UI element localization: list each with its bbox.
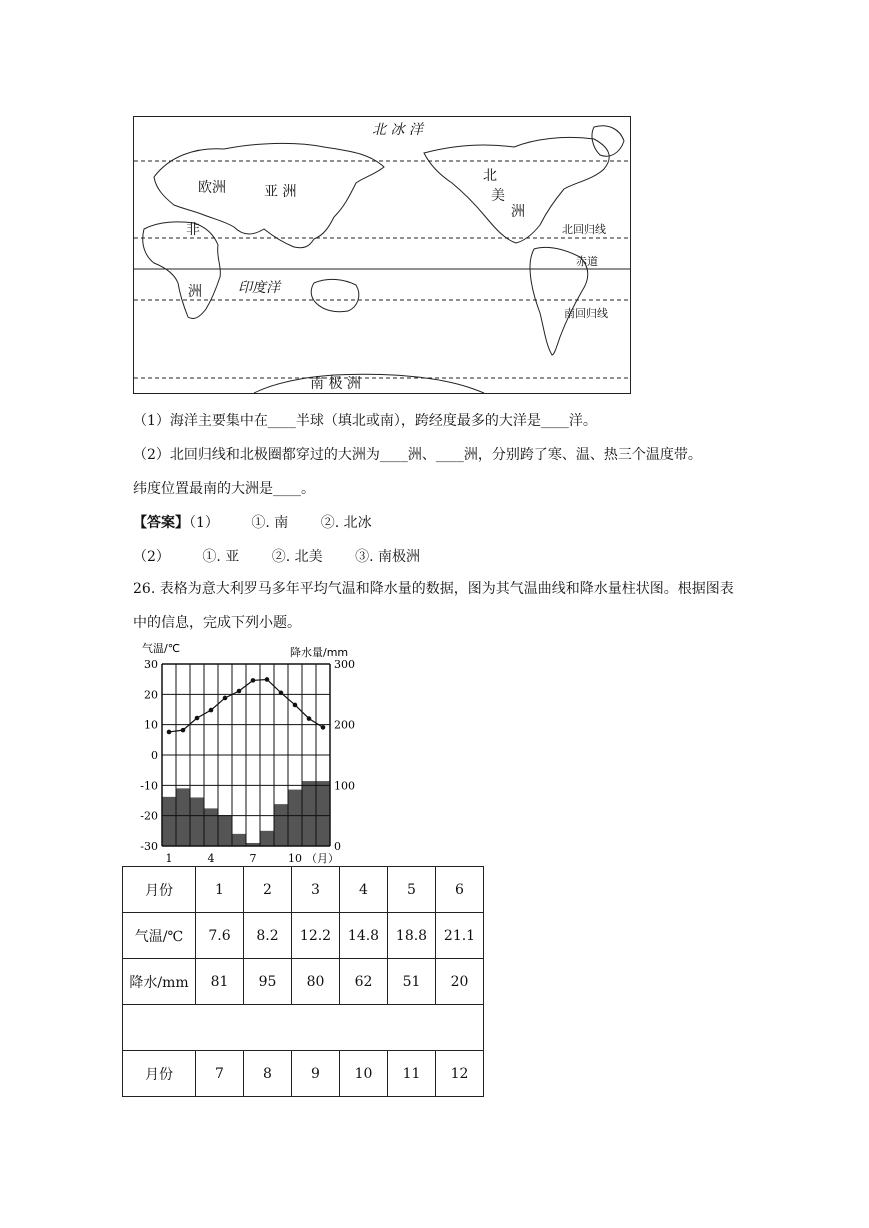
question-1: （1）海洋主要集中在____半球（填北或南），跨经度最多的大洋是____洋。 [133,413,597,429]
temp-tick-label: 20 [144,688,158,702]
answer-1-prefix: （1） [189,515,219,531]
table-row [123,1051,484,1097]
answer-2-prefix: （2） [133,549,170,565]
table-cell: 7 [196,1051,244,1097]
table-cell: 21.1 [436,913,484,959]
temperature-point [223,696,228,701]
answer-2-c: ③. 南极洲 [355,549,420,565]
table-cell: 14.8 [340,913,388,959]
table-cell: 20 [436,959,484,1005]
precip-bar [302,781,316,846]
precip-bar [190,797,204,846]
label-north-america-3: 洲 [511,204,525,220]
precip-tick-label: 100 [334,779,355,793]
africa-outline [143,222,221,319]
table-cell: 9 [292,1051,340,1097]
question-26: 26. 表格为意大利罗马多年平均气温和降水量的数据，图为其气温曲线和降水量柱状图。根据图表中的信息，完成下列小题。 [133,581,734,631]
answer-2-b: ②. 北美 [271,549,323,565]
answer-1 [133,512,372,532]
table-cell: 12.2 [292,913,340,959]
temp-tick-label: 0 [151,749,158,762]
precip-bar [232,834,246,846]
world-map-graphic [134,117,630,393]
table-cell: 月份 [123,867,196,913]
table-cell: 80 [292,959,340,1005]
climate-chart [130,640,370,868]
label-north-america-1: 北 [483,168,497,184]
table-row [123,959,484,1005]
month-tick-label: 7 [249,852,257,865]
table-cell: 1 [196,867,244,913]
precip-tick-label: 200 [334,718,355,732]
table-cell: 95 [244,959,292,1005]
table-cell: 10 [340,1051,388,1097]
month-unit-label: （月） [306,852,339,865]
table-cell: 62 [340,959,388,1005]
temperature-point [307,716,312,721]
label-tropic-capricorn: 南回归线 [564,307,608,320]
precip-bar [274,804,288,846]
temp-tick-label: -20 [140,809,158,823]
table-cell: 3 [292,867,340,913]
answer-1-b: ②. 北冰 [320,515,372,531]
label-europe: 欧洲 [198,180,226,196]
temperature-point [293,703,298,708]
table-cell: 8.2 [244,913,292,959]
table-cell-empty [123,1005,484,1051]
temperature-point [209,708,214,713]
temperature-point [195,716,200,721]
precip-tick-label: 300 [334,658,355,671]
table-row [123,867,484,913]
temperature-point [251,678,256,683]
temp-tick-label: 30 [144,658,158,671]
answer-2 [133,546,420,566]
table-cell: 5 [388,867,436,913]
table-row [123,913,484,959]
table-cell: 2 [244,867,292,913]
month-tick-label: 1 [165,852,173,865]
temp-tick-label: 10 [144,718,158,732]
temperature-point [237,689,242,694]
question-2-line-1: （2）北回归线和北极圈都穿过的大洲为____洲、____洲，分别跨了寒、温、热三个温度带。 [133,447,702,463]
precip-bar [162,797,176,846]
label-north-america-2: 美 [491,188,505,204]
temp-tick-label: -30 [140,840,158,853]
temperature-point [167,730,172,735]
answer-label: 【答案】 [133,515,189,531]
table-cell: 6 [436,867,484,913]
table-row [123,1005,484,1051]
temperature-point [279,691,284,696]
world-map [133,116,631,394]
table-cell: 51 [388,959,436,1005]
label-africa-2: 洲 [188,284,202,300]
month-tick-label: 4 [207,852,215,865]
temperature-point [181,728,186,733]
label-tropic-cancer: 北回归线 [562,223,606,236]
label-asia: 亚 洲 [264,184,297,200]
table-cell: 11 [388,1051,436,1097]
precip-bar [288,790,302,846]
precip-bar [316,781,330,846]
temp-axis-label: 气温/℃ [142,642,181,655]
table-cell: 8 [244,1051,292,1097]
table-cell: 降水/mm [123,959,196,1005]
antarctica-outline [254,374,484,393]
australia-outline [311,279,359,311]
answer-2-a: ①. 亚 [202,549,240,565]
precip-bar [218,815,232,846]
label-antarctica: 南 极 洲 [310,376,361,392]
temp-tick-label: -10 [140,779,158,793]
precip-bar [204,808,218,846]
label-equator: 赤道 [576,255,598,268]
climate-table [122,866,484,1097]
table-cell: 气温/℃ [123,913,196,959]
table-cell: 18.8 [388,913,436,959]
temperature-point [321,725,326,730]
precip-bar [260,831,274,846]
precip-bar [176,788,190,846]
month-tick-label: 10 [288,852,302,865]
table-cell: 4 [340,867,388,913]
label-africa-1: 非 [186,222,200,238]
table-cell: 12 [436,1051,484,1097]
table-cell: 月份 [123,1051,196,1097]
label-indian-ocean: 印度洋 [238,280,280,296]
precip-tick-label: 0 [334,840,341,853]
label-arctic-ocean: 北 冰 洋 [372,122,423,138]
table-cell: 7.6 [196,913,244,959]
precip-axis-label: 降水量/mm [290,646,349,659]
answer-1-a: ①. 南 [251,515,289,531]
temperature-point [265,677,270,682]
table-cell: 81 [196,959,244,1005]
question-2-line-2: 纬度位置最南的大洲是____。 [133,481,315,497]
